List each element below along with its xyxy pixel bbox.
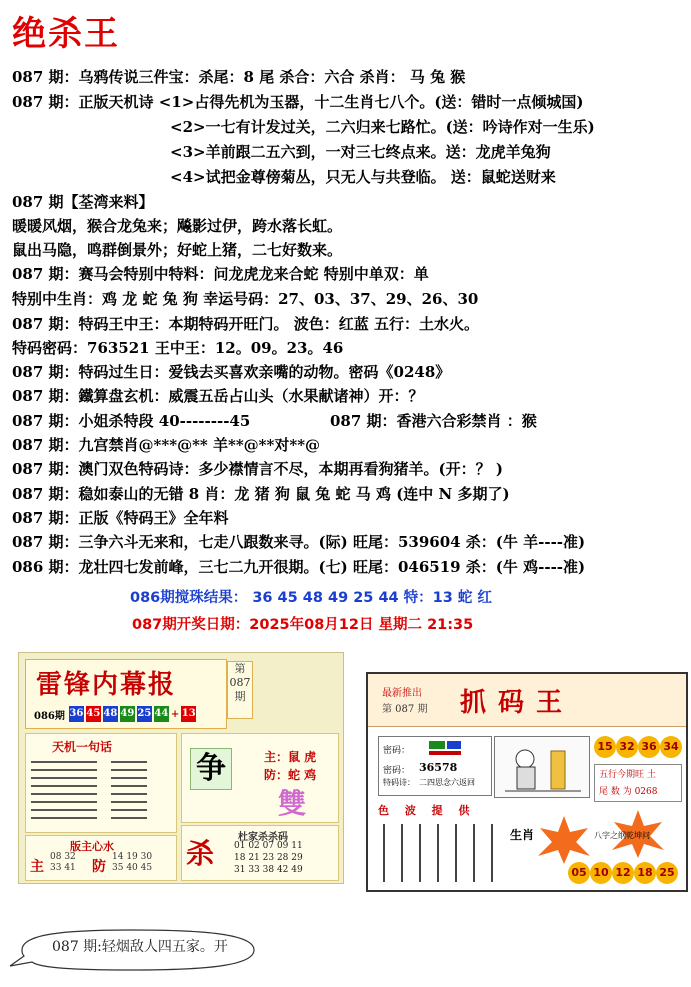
text-line: 087 期：澳门双色特码诗：多少襟情言不尽，本期再看狗猪羊。(开：？ ) (12, 460, 503, 478)
text-line: 086 期：龙壮四七发前峰，三七二九开很期。(七) 旺尾：046519 杀：(牛 鸡----准) (12, 558, 586, 576)
cartoon-box (494, 736, 590, 798)
cartoon-image (495, 737, 589, 797)
zmw-header (368, 674, 686, 727)
result-line: 086期搅珠结果： 36 45 48 49 25 44 特：13 蛇 红 (130, 590, 492, 606)
banzhu-box (25, 835, 177, 881)
text-line: 087 期：香港六合彩禁肖 ：猴 (330, 412, 537, 430)
circle-num: 10 (590, 862, 612, 884)
issue-label: 第 (234, 662, 246, 675)
code-box (378, 736, 492, 796)
poem-label: 特码诗： (383, 778, 415, 787)
text-line: 暖暖风烟，猴合龙兔来；飚影过伊，跨水落长虹。 (12, 217, 343, 235)
sha-char-icon: 杀 (186, 837, 215, 870)
circle-num: 05 (568, 862, 590, 884)
text-line: 087 期：九宫禁肖@***@** 羊**@**对**@ (12, 436, 321, 454)
text-line: 鼠出马隐，鸣群倒景外；好蛇上猪，二七好数来。 (12, 241, 343, 259)
text-line: 087 期：特码过生日：爱钱去买喜欢亲嘴的动物。密码《0248》 (12, 363, 451, 381)
circle-num: 15 (594, 736, 616, 758)
ball: 49 (120, 706, 135, 722)
text-line: <4>试把金尊傍菊丛，只无人与共登临。 送：鼠蛇送财来 (170, 168, 556, 186)
main-nums: 08 32 33 41 (50, 852, 76, 873)
bubble-text: 087 期:轻烟敌人四五家。开 (52, 939, 228, 955)
banzhu-title: 版主心水 (70, 840, 114, 853)
leifeng-balls (34, 706, 196, 722)
wuxing-text: 五行今期旺 土 (599, 770, 656, 780)
codes-box (181, 825, 339, 881)
main-zodiac: 主：鼠 虎 (264, 750, 317, 764)
text-line: <3>羊前跟二五六到，一对三七终点来。送：龙虎羊兔狗 (170, 143, 551, 161)
wuxing-box (594, 764, 682, 802)
guard-zodiac: 防：蛇 鸡 (264, 768, 317, 782)
ball: 25 (137, 706, 152, 722)
leifeng-header (25, 659, 227, 729)
note-text: 八字之纲乾坤问 (594, 831, 650, 840)
circle-num: 25 (656, 862, 678, 884)
issue-num: 087 (229, 676, 251, 689)
text-line: 087 期：小姐杀特段 40--------45 (12, 412, 251, 430)
code-label: 密码： (383, 746, 411, 756)
draw-date-line: 087期开奖日期：2025年08月12日 星期二 21:35 (132, 617, 474, 633)
banner-text: 色 波 提 供 (378, 804, 476, 817)
zmw-title: 抓码王 (460, 688, 575, 718)
text-line: <2>一七有计发过关，二六归来七路忙。(送：吟诗作对一生乐) (170, 118, 595, 136)
plus-sign: + (170, 708, 180, 720)
text-line: 特码密码：763521 王中王：12。09。23。46 (12, 339, 344, 357)
zhuamawang-image (366, 672, 688, 892)
text-line: 087 期：正版天机诗 <1>占得先机为玉器，十二生肖七八个。(送：错时一点倾城国) (12, 93, 584, 111)
code-value: 36578 (419, 761, 458, 774)
text-line: 087 期：稳如泰山的无错 8 肖：龙 猪 狗 鼠 兔 蛇 马 鸡 (连中 N 多期了) (12, 485, 510, 503)
zodiac-box (181, 733, 339, 823)
text-line: 087 期：鐵算盘玄机：威震五岳占山头（水果献诸神）开：？ (12, 387, 424, 405)
prev-issue: 086期 (34, 710, 65, 722)
zmw-issue: 第 087 期 (382, 704, 428, 715)
leifeng-image (18, 652, 344, 884)
poem-columns (378, 818, 508, 892)
ball: 45 (86, 706, 101, 722)
ball: 44 (154, 706, 169, 722)
logo-blue (447, 741, 461, 749)
ball: 48 (103, 706, 118, 722)
ball: 36 (69, 706, 84, 722)
circle-num: 34 (660, 736, 682, 758)
text-line: 087 期：特码王中王：本期特码开旺门。 波色：红蓝 五行：土水火。 (12, 315, 479, 333)
circle-num: 36 (638, 736, 660, 758)
text-line: 087 期：三争六斗无来和，七走八跟数来寻。(际) 旺尾：539604 杀：(牛 羊----准) (12, 533, 586, 551)
logo-green (429, 741, 445, 749)
text-line: 087 期：乌鸦传说三件宝：杀尾：8 尾 杀合：六合 杀肖： 马 兔 猴 (12, 68, 466, 86)
logo-red (429, 751, 461, 755)
leifeng-issue (227, 661, 253, 719)
tianji-box (25, 733, 177, 833)
tianji-text-lines (27, 756, 175, 826)
leifeng-title: 雷锋内幕报 (36, 670, 177, 700)
burst-icon (534, 814, 594, 864)
page-title: 绝杀王 (12, 14, 120, 54)
circle-num: 18 (634, 862, 656, 884)
code-label-2: 密码： (383, 766, 411, 776)
zmw-subtitle: 最新推出 (382, 688, 422, 699)
main-label: 主 (30, 859, 44, 875)
tail-text: 尾 数 为 0268 (599, 787, 658, 797)
tianji-title: 天机一句话 (52, 740, 113, 754)
zodiac-label: 生肖 (510, 828, 535, 842)
big-char-2: 雙 (278, 787, 307, 820)
poem-value: 二四思念六返回 (419, 778, 475, 787)
codes-list: 01 02 07 09 11 18 21 23 28 29 31 33 38 42 49 (234, 841, 303, 875)
issue-suffix: 期 (234, 690, 246, 703)
big-char: 争 (190, 748, 232, 790)
codes-title: 杜家杀杀码 (238, 832, 288, 843)
circle-num: 12 (612, 862, 634, 884)
text-line: 特别中生肖：鸡 龙 蛇 兔 狗 幸运号码：27、03、37、29、26、30 (12, 290, 479, 308)
ball-special: 13 (181, 706, 196, 722)
guard-nums: 14 19 30 35 40 45 (112, 852, 153, 873)
circle-num: 32 (616, 736, 638, 758)
text-line: 087 期：正版《特码王》全年料 (12, 509, 229, 527)
text-line: 087 期【荃湾来料】 (12, 193, 154, 211)
text-line: 087 期：赛马会特别中特料：问龙虎龙来合蛇 特别中单双：单 (12, 265, 429, 283)
guard-label: 防 (92, 859, 106, 875)
